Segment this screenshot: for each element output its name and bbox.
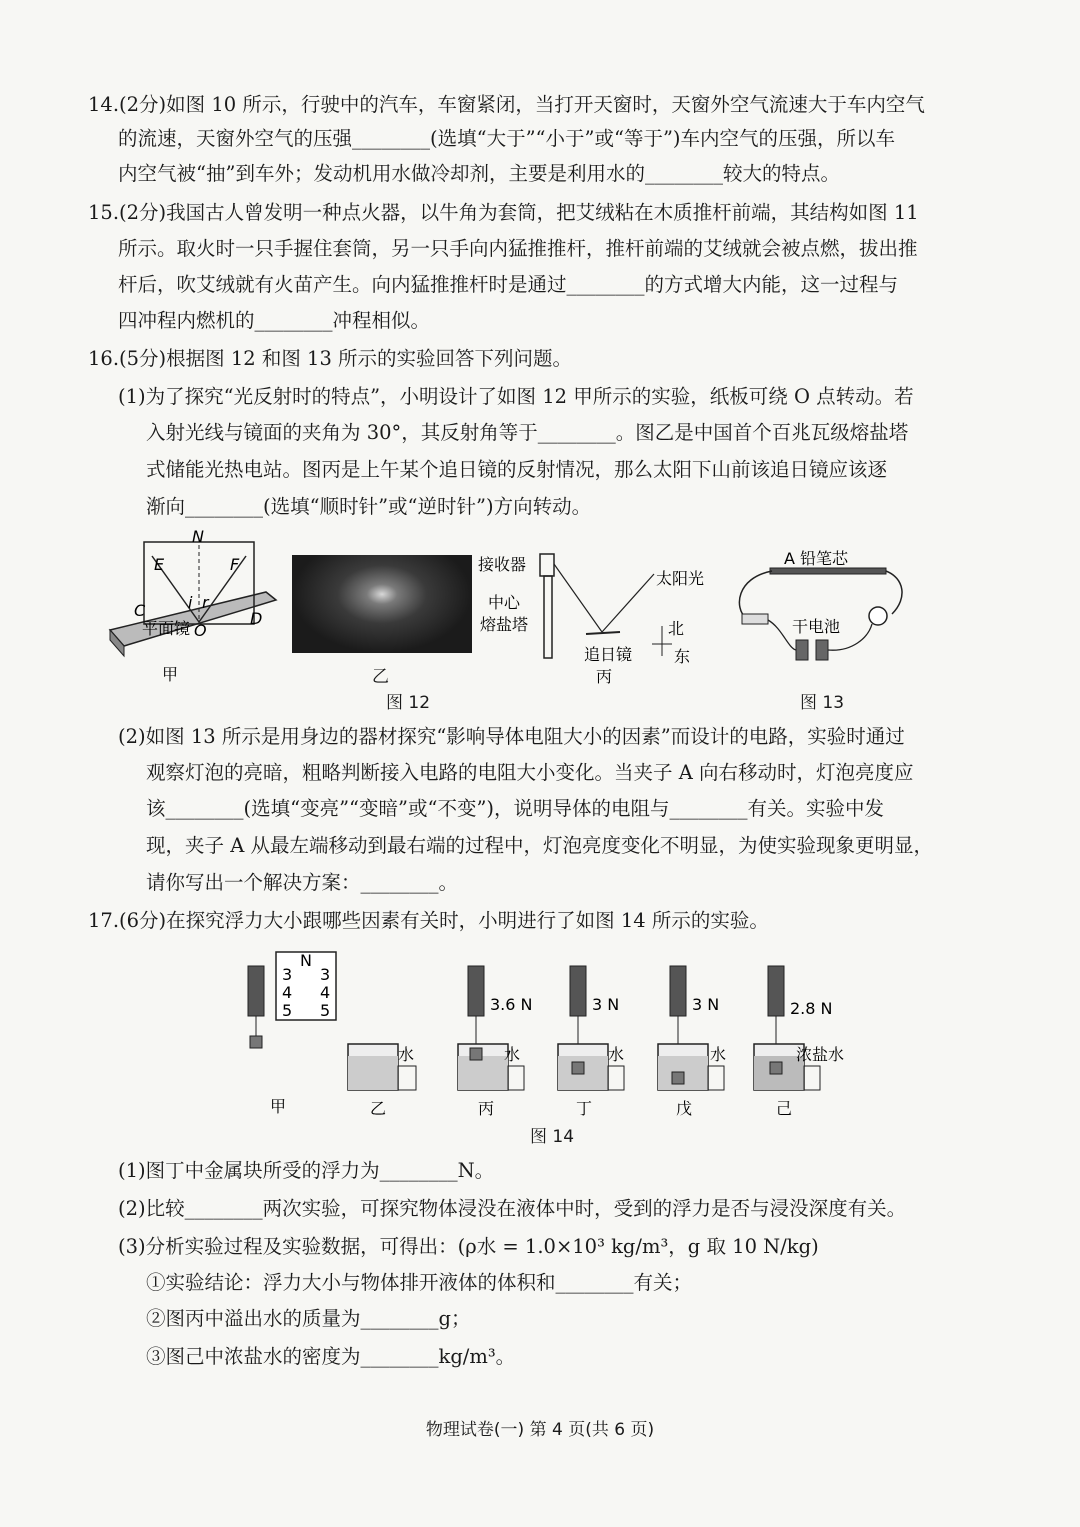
fig14-reading-ji: 2.8 N: [790, 999, 833, 1018]
q17-sub-3b: ②图丙中溢出水的质量为________g；: [146, 1307, 471, 1330]
jia-mirror-label: 平面镜: [142, 619, 191, 638]
q14-line-1: 14.(2分)如图 10 所示，行驶中的汽车，车窗紧闭，当打开天窗时，天窗外空气流速大于车内空气: [88, 93, 925, 116]
fig14-jia-scale: [248, 951, 336, 1116]
fig14-liquid-wu: 水: [710, 1045, 727, 1064]
jia-label-r: r: [202, 593, 209, 612]
q16-part2-line-4: 现，夹子 A 从最左端移动到最右端的过程中，灯泡亮度变化不明显，为使实验现象更明显，: [146, 834, 933, 857]
jia-label-D: D: [250, 609, 263, 628]
jia-label-E: E: [154, 555, 165, 574]
q15-line-3: 杆后，吹艾绒就有火苗产生。向内猛推推杆时是通过________的方式增大内能，这一过程与: [118, 273, 899, 296]
q14-line-2: 的流速，天窗外空气的压强________(选填“大于”“小于”或“等于”)车内空气的压强，所以车: [118, 127, 896, 150]
q16-part2-line-2: 观察灯泡的亮暗，粗略判断接入电路的电阻大小变化。当夹子 A 向右移动时，灯泡亮度应: [146, 761, 914, 784]
fig14-liquid-yi: 水: [398, 1045, 415, 1064]
figure-14-buoyancy: [240, 944, 860, 1119]
q16-part2-line-1: (2)如图 13 所示是用身边的器材探究“影响导体电阻大小的因素”而设计的电路，实验时通过: [118, 725, 905, 748]
scale-tick-4: 4: [282, 983, 293, 1002]
q17-sub-3: (3)分析实验过程及实验数据，可得出：(ρ水 = 1.0×10³ kg/m³，g 取 10 N/kg): [118, 1235, 819, 1258]
scale-unit: N: [300, 951, 312, 970]
fig14-reading-bing: 3.6 N: [490, 995, 533, 1014]
fig14-liquid-ji: 浓盐水: [796, 1045, 845, 1064]
jia-label-O: O: [194, 621, 207, 640]
q16-part1-line-2: 入射光线与镜面的夹角为 30°，其反射角等于________。图乙是中国首个百兆瓦级熔盐塔: [146, 421, 909, 444]
q15-line-1: 15.(2分)我国古人曾发明一种点火器，以牛角为套筒，把艾绒粘在木质推杆前端，其结构如图 11: [88, 201, 919, 224]
scale-tick-4r: 4: [320, 983, 331, 1002]
jia-label-C: C: [134, 601, 146, 620]
figure-13-circuit: [732, 548, 922, 668]
q17-heading: 17.(6分)在探究浮力大小跟哪些因素有关时，小明进行了如图 14 所示的实验。: [88, 909, 769, 932]
q16-part2-line-5: 请你写出一个解决方案：________。: [146, 871, 459, 894]
figure-12-bing: [476, 548, 736, 688]
bing-receiver-label: 接收器: [478, 555, 527, 574]
bing-mirror-label: 追日镜: [584, 645, 633, 664]
q17-sub-3c: ③图己中浓盐水的密度为________kg/m³。: [146, 1345, 516, 1368]
fig14-label-wu: 戊: [676, 1099, 693, 1118]
figure-12-jia: [104, 530, 284, 690]
figure-12-caption: 图 12: [386, 693, 431, 713]
bing-tower-label-2: 熔盐塔: [480, 615, 529, 634]
q16-part1-line-4: 渐向________(选填“顺时针”或“逆时针”)方向转动。: [146, 495, 592, 518]
fig13-a-label: A 铅笔芯: [784, 549, 849, 568]
fig14-label-yi: 乙: [370, 1099, 387, 1118]
bing-east-label: 东: [674, 647, 691, 666]
bing-north-label: 北: [668, 619, 685, 638]
figure-12-yi-photo: [292, 555, 472, 653]
q16-part1-line-3: 式储能光热电站。图丙是上午某个追日镜的反射情况，那么太阳下山前该追日镜应该逐: [146, 458, 888, 481]
jia-label-N: N: [192, 530, 204, 546]
q16-part1-line-1: (1)为了探究“光反射时的特点”，小明设计了如图 12 甲所示的实验，纸板可绕 O 点转动。若: [118, 385, 914, 408]
jia-label-i: i: [188, 593, 193, 612]
fig13-battery-label: 干电池: [792, 617, 841, 636]
page-footer: 物理试卷(一) 第 4 页(共 6 页): [425, 1420, 655, 1440]
bing-sun-label: 太阳光: [656, 569, 705, 588]
bing-tower-label-1: 中心: [488, 593, 521, 612]
scale-tick-5: 5: [282, 1001, 293, 1020]
fig14-liquid-bing: 水: [504, 1045, 521, 1064]
jia-caption: 甲: [162, 665, 179, 684]
q17-sub-1: (1)图丁中金属块所受的浮力为________N。: [118, 1159, 495, 1182]
q14-line-3: 内空气被“抽”到车外；发动机用水做冷却剂，主要是利用水的________较大的特点。: [118, 162, 840, 185]
fig14-liquid-ding: 水: [608, 1045, 625, 1064]
fig14-label-ji: 己: [776, 1099, 793, 1118]
fig14-bing-setup: [458, 966, 533, 1118]
q16-heading: 16.(5分)根据图 12 和图 13 所示的实验回答下列问题。: [88, 347, 573, 370]
fig14-yi-beaker: [348, 1044, 416, 1118]
fig14-reading-wu: 3 N: [692, 995, 720, 1014]
scale-tick-3: 3: [282, 965, 293, 984]
q15-line-4: 四冲程内燃机的________冲程相似。: [118, 309, 431, 332]
yi-caption: 乙: [372, 667, 389, 687]
scale-tick-3r: 3: [320, 965, 331, 984]
fig14-label-bing: 丙: [478, 1099, 495, 1118]
bing-caption: 丙: [596, 667, 613, 686]
fig14-label-jia: 甲: [270, 1097, 287, 1116]
fig14-wu-setup: [658, 966, 726, 1118]
fig14-reading-ding: 3 N: [592, 995, 620, 1014]
q16-part2-line-3: 该________(选填“变亮”“变暗”或“不变”)，说明导体的电阻与________有关。实验中发: [146, 797, 885, 820]
scale-tick-5r: 5: [320, 1001, 331, 1020]
fig14-label-ding: 丁: [576, 1099, 593, 1118]
figure-13-caption: 图 13: [800, 693, 845, 713]
q17-sub-3a: ①实验结论：浮力大小与物体排开液体的体积和________有关；: [146, 1271, 693, 1294]
figure-14-caption: 图 14: [530, 1127, 575, 1147]
fig14-ji-setup: [754, 966, 844, 1118]
q15-line-2: 所示。取火时一只手握住套筒，另一只手向内猛推推杆，推杆前端的艾绒就会被点燃，拔出推: [118, 237, 918, 260]
jia-label-F: F: [230, 555, 240, 574]
fig14-ding-setup: [558, 966, 624, 1118]
q17-sub-2: (2)比较________两次实验，可探究物体浸没在液体中时，受到的浮力是否与浸没深度有关。: [118, 1197, 907, 1220]
